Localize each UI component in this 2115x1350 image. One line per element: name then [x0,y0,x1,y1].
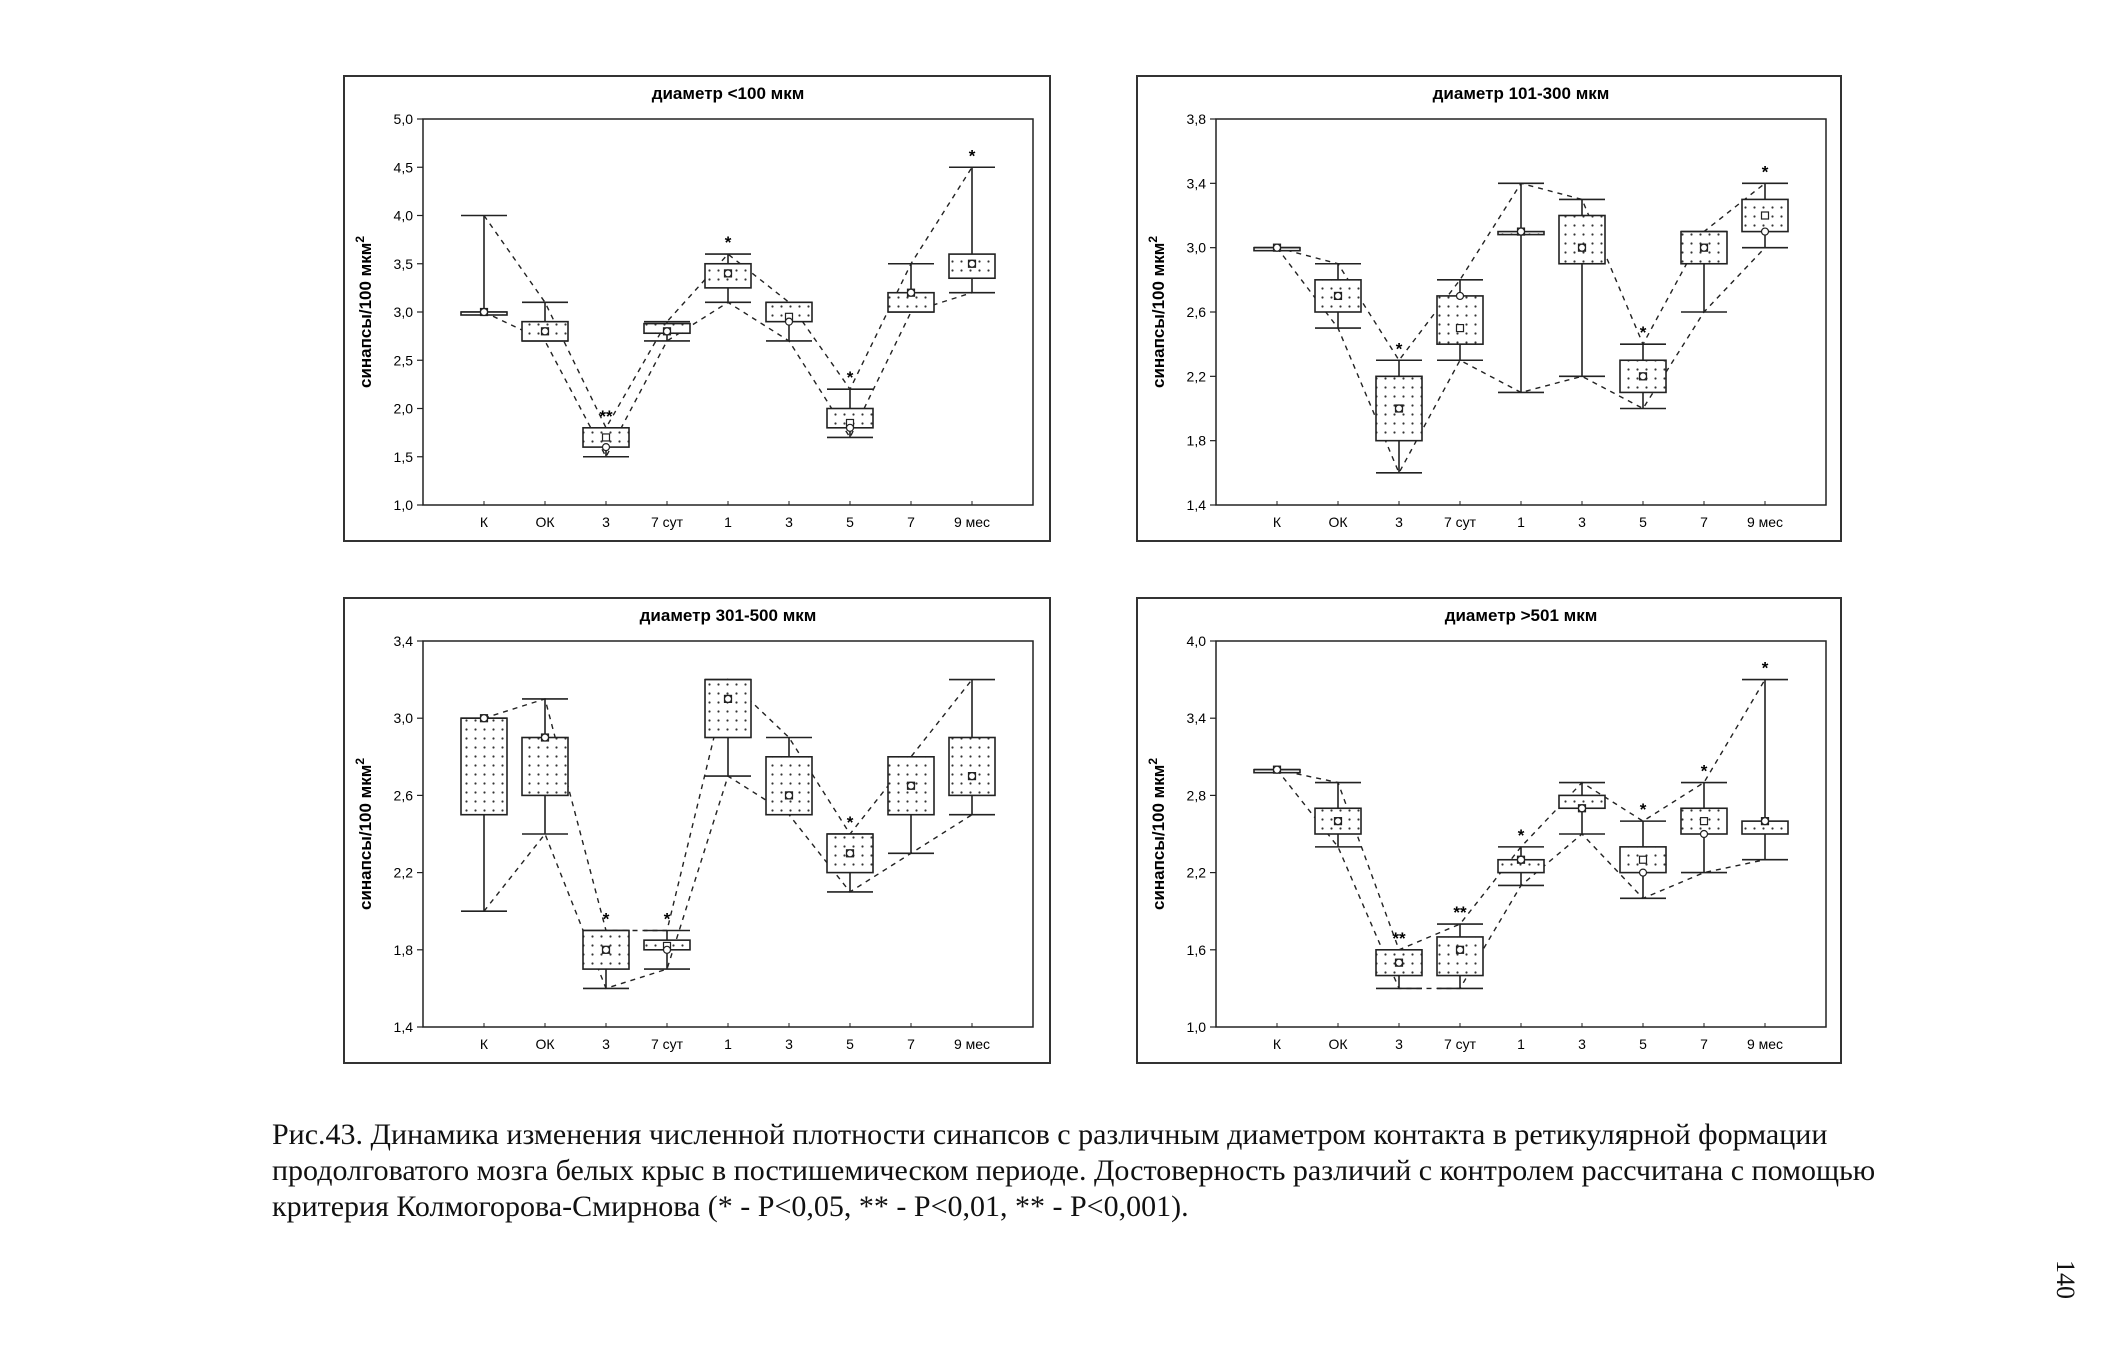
significance-marker: ** [599,406,613,426]
y-tick-label: 3,8 [1186,111,1206,127]
y-tick-label: 1,5 [393,448,413,465]
y-axis-label-superscript: 2 [353,235,367,243]
box-group [1437,280,1483,360]
y-axis-label-superscript: 2 [353,757,367,765]
x-tick-label: 7 [907,1036,915,1052]
iqr-box [949,738,995,796]
box-group [1559,783,1605,834]
y-axis-label-text: синапсы/100 мкм [1149,764,1168,911]
mean-marker [847,424,854,431]
y-tick-label: 4,0 [393,207,413,224]
significance-marker: * [846,368,854,388]
x-tick-label: 9 мес [1746,1036,1784,1052]
x-tick-label: 7 сут [1443,1036,1477,1052]
box-group [1254,244,1300,251]
mean-marker [786,792,793,799]
mean-marker [481,715,488,722]
mean-marker [1701,244,1708,251]
x-tick-label: 3 [1395,514,1403,530]
chart-title: диаметр <100 мкм [651,84,805,103]
box-group [583,407,629,457]
mean-marker [1335,818,1342,825]
chart-panel-3 [343,597,1051,1064]
plot-area-frame [423,119,1033,505]
box-group [1559,199,1605,376]
x-tick-label: 7 сут [650,514,684,530]
mean-marker [1701,831,1708,838]
y-tick-label: 3,5 [393,255,413,272]
iqr-box [705,680,751,738]
chart-panel-1 [343,75,1051,542]
x-tick-label: 3 [602,514,610,530]
significance-marker: * [1639,800,1647,820]
figure-caption: Рис.43. Динамика изменения численной плотности синапсов с различным диаметром контакта в ретикулярной формации продолговатого мозга белых крыс в постишемическом периоде. Достоверность различий с контролем рассчитана с помощью критерия Колмогорова-Смирнова (* - P<0,05, ** - P<0,01, ** - P<0,001). [272,1118,1876,1223]
x-tick-label: 7 [1700,1036,1708,1052]
box-group [827,368,873,437]
mean-marker [1579,244,1586,251]
box-group [1437,903,1483,988]
box-group [583,910,629,989]
mean-marker [603,444,610,451]
y-tick-label: 4,5 [393,159,413,176]
mean-marker [603,946,610,953]
page-number [2040,1260,2080,1320]
box-group [1620,323,1666,408]
chart-svg-2 [1138,77,1840,540]
y-tick-label: 2,0 [393,400,413,417]
page-number-text: 140 [2051,1260,2080,1299]
x-tick-label: К [479,1036,489,1052]
x-tick-label: 3 [785,1036,793,1052]
chart-title: диаметр 101-300 мкм [1432,84,1610,103]
y-tick-label: 4,0 [1186,633,1206,649]
significance-marker: * [846,813,854,832]
y-tick-label: 3,4 [1186,710,1206,727]
x-tick-label: 3 [785,514,793,530]
iqr-box [1559,216,1605,264]
y-tick-label: 2,8 [1186,787,1206,804]
mean-marker [1274,244,1281,251]
mean-marker [1518,856,1525,863]
y-axis-label [353,758,375,910]
y-tick-label: 3,4 [393,633,413,649]
box-group [1620,800,1666,898]
mean-marker [1335,292,1342,299]
box-group [522,302,568,341]
iqr-box [1437,937,1483,976]
box-group [644,322,690,341]
y-tick-label: 3,0 [393,710,413,727]
y-axis-label-text: синапсы/100 мкм [1149,242,1168,389]
median-marker [1457,325,1464,332]
x-tick-label: К [1272,514,1282,530]
y-axis-label [1146,758,1168,910]
x-tick-label: 7 сут [1443,514,1477,530]
significance-marker: * [724,233,732,253]
mean-marker [725,695,732,702]
box-group [1681,232,1727,312]
mean-marker [1640,373,1647,380]
y-tick-label: 1,0 [393,497,413,513]
box-group [1254,766,1300,773]
mean-marker [481,309,488,316]
x-tick-label: 9 мес [1746,514,1784,530]
box-group [949,146,995,292]
significance-marker: * [1761,658,1769,678]
y-tick-label: 2,2 [393,864,413,881]
mean-marker [542,328,549,335]
box-group [461,715,507,912]
x-tick-label: 5 [1639,1036,1647,1052]
significance-marker: * [1517,825,1525,845]
significance-marker: ** [1392,928,1406,948]
median-marker [1762,212,1769,219]
x-tick-label: 7 [1700,514,1708,530]
y-tick-label: 2,6 [1186,304,1206,320]
iqr-box [461,718,507,815]
box-group [1681,762,1727,873]
box-group [1315,783,1361,847]
mean-marker [1396,405,1403,412]
y-axis-label-text: синапсы/100 мкм [356,242,375,389]
box-group [1498,826,1544,886]
box-group [705,680,751,777]
mean-marker [1457,292,1464,299]
mean-marker [1762,818,1769,825]
mean-marker [969,260,976,267]
x-tick-label: 5 [1639,514,1647,530]
x-tick-label: ОК [1328,1036,1348,1052]
mean-marker [725,270,732,277]
box-group [1498,183,1544,392]
box-group [766,302,812,341]
y-tick-label: 3,0 [1186,239,1206,256]
mean-marker [1396,959,1403,966]
chart-panel-2 [1136,75,1842,542]
chart-svg-4 [1138,599,1840,1062]
mean-marker [908,289,915,296]
x-tick-label: 9 мес [953,514,991,530]
chart-svg-3 [345,599,1049,1062]
chart-svg-1 [345,77,1049,540]
significance-marker: * [1700,761,1708,781]
y-axis-label-superscript: 2 [1146,757,1160,765]
median-marker [1701,818,1708,825]
x-tick-label: 3 [1578,514,1586,530]
chart-title: диаметр 301-500 мкм [639,606,817,625]
iqr-box [766,757,812,815]
box-group [705,233,751,302]
box-group [888,757,934,854]
x-tick-label: ОК [535,1036,555,1052]
x-tick-label: 3 [1395,1036,1403,1052]
y-tick-label: 3,4 [1186,175,1206,192]
mean-marker [1518,228,1525,235]
significance-marker: * [1639,323,1647,343]
x-tick-label: К [479,514,489,530]
x-tick-label: ОК [1328,514,1348,530]
x-tick-label: 1 [724,514,732,530]
y-tick-label: 1,4 [393,1019,413,1035]
y-tick-label: 3,0 [393,304,413,320]
y-axis-label-text: синапсы/100 мкм [356,764,375,911]
y-axis-label-superscript: 2 [1146,235,1160,243]
mean-marker [1457,946,1464,953]
x-tick-label: 1 [724,1036,732,1052]
box-group [1315,264,1361,328]
median-marker [603,434,610,441]
y-axis-label [1146,236,1168,388]
y-tick-label: 1,6 [1186,941,1206,958]
significance-marker: * [663,909,671,929]
y-tick-label: 1,0 [1186,1019,1206,1035]
mean-marker [908,782,915,789]
significance-marker: * [1395,339,1403,359]
box-group [522,699,568,834]
x-tick-label: 5 [846,1036,854,1052]
x-tick-label: ОК [535,514,555,530]
mean-marker [786,318,793,325]
mean-marker [969,773,976,780]
iqr-box [522,738,568,796]
significance-marker: * [968,146,976,166]
box-group [1742,162,1788,247]
x-tick-label: 3 [602,1036,610,1052]
mean-marker [1274,766,1281,773]
significance-marker: ** [1453,903,1467,923]
significance-marker: * [1761,162,1769,182]
x-tick-label: 1 [1517,1036,1525,1052]
min-trend-line [484,293,972,457]
y-tick-label: 2,5 [393,352,413,369]
box-group [1742,659,1788,860]
box-group [827,813,873,892]
x-tick-label: 5 [846,514,854,530]
mean-marker [847,850,854,857]
box-group [1376,929,1422,989]
y-tick-label: 2,2 [1186,864,1206,881]
y-tick-label: 2,6 [393,787,413,804]
mean-marker [1579,805,1586,812]
x-tick-label: 7 [907,514,915,530]
iqr-box [1437,296,1483,344]
mean-marker [542,734,549,741]
box-group [766,738,812,815]
mean-marker [1762,228,1769,235]
box-group [461,216,507,316]
y-tick-label: 1,4 [1186,497,1206,513]
chart-panel-4 [1136,597,1842,1064]
x-tick-label: 3 [1578,1036,1586,1052]
y-tick-label: 2,2 [1186,368,1206,385]
mean-marker [1640,869,1647,876]
x-tick-label: 7 сут [650,1036,684,1052]
x-tick-label: 1 [1517,514,1525,530]
y-tick-label: 1,8 [393,941,413,958]
x-tick-label: К [1272,1036,1282,1052]
box-group [888,264,934,312]
y-axis-label [353,236,375,388]
y-tick-label: 5,0 [393,111,413,127]
median-marker [1640,856,1647,863]
mean-marker [664,946,671,953]
y-tick-label: 1,8 [1186,432,1206,449]
significance-marker: * [602,909,610,929]
chart-title: диаметр >501 мкм [1444,606,1598,625]
box-group [1376,339,1422,473]
x-tick-label: 9 мес [953,1036,991,1052]
mean-marker [664,328,671,335]
